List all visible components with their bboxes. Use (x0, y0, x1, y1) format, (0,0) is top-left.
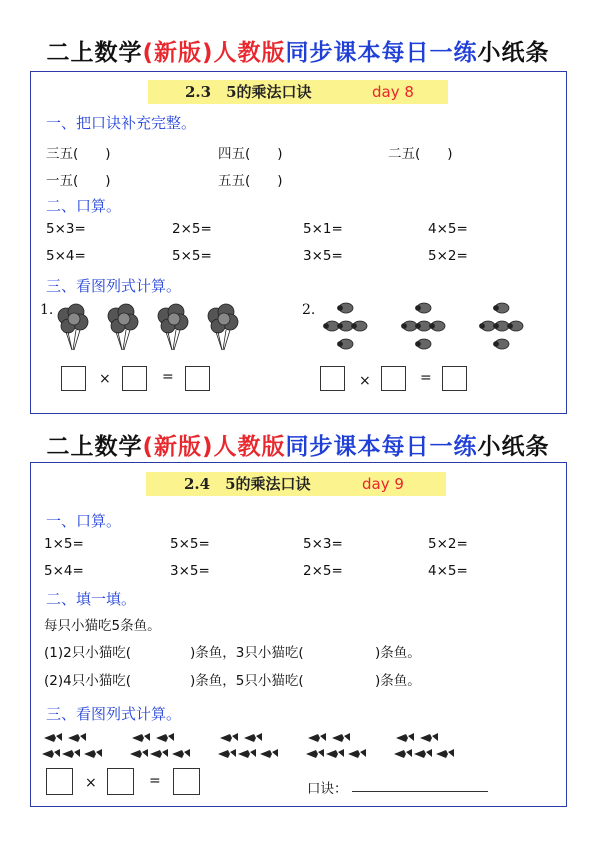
koujue-answer-line[interactable] (352, 791, 488, 792)
lesson-banner-day9: 2.4 5的乘法口诀 day 9 (146, 472, 446, 496)
answer-box[interactable] (320, 366, 345, 391)
answer-box[interactable] (122, 366, 147, 391)
balloons-illustration (54, 302, 254, 354)
fish-illustration (40, 728, 470, 764)
fill-item: 二五( ) (388, 146, 453, 162)
calc-item: 5×5= (170, 536, 210, 552)
calc-item: 5×4= (46, 248, 86, 264)
section-heading: 三、看图列式计算。 (46, 705, 182, 723)
page-title-1: 二上数学(新版)人教版同步课本每日一练小纸条 (46, 40, 550, 66)
fill-item: 三五( ) (46, 146, 111, 162)
answer-box[interactable] (381, 366, 406, 391)
answer-box[interactable] (442, 366, 467, 391)
fill-line-2-c: )条鱼。 (375, 673, 421, 689)
calc-item: 1×5= (44, 536, 84, 552)
section-heading: 二、填一填。 (46, 590, 137, 608)
bees-illustration (318, 298, 536, 358)
question-number: 2. (302, 302, 316, 318)
fill-line-2-a: (2)4只小猫吃( (44, 673, 131, 689)
section-heading: 一、把口诀补充完整。 (46, 114, 197, 132)
calc-item: 4×5= (428, 221, 468, 237)
calc-item: 3×5= (170, 563, 210, 579)
calc-item: 5×4= (44, 563, 84, 579)
calc-item: 5×5= (172, 248, 212, 264)
times-sign: × (359, 373, 371, 389)
fill-line-1-c: )条鱼。 (375, 645, 421, 661)
calc-item: 5×2= (428, 536, 468, 552)
calc-item: 2×5= (303, 563, 343, 579)
fill-item: 五五( ) (218, 173, 283, 189)
calc-item: 5×3= (46, 221, 86, 237)
calc-item: 5×3= (303, 536, 343, 552)
question-number: 1. (40, 302, 54, 318)
calc-item: 3×5= (303, 248, 343, 264)
answer-box[interactable] (46, 768, 73, 795)
problem-statement: 每只小猫吃5条鱼。 (44, 618, 161, 634)
equals-sign: = (420, 370, 432, 386)
section-heading: 三、看图列式计算。 (46, 277, 182, 295)
answer-box[interactable] (185, 366, 210, 391)
answer-box[interactable] (61, 366, 86, 391)
times-sign: × (85, 775, 97, 791)
calc-item: 2×5= (172, 221, 212, 237)
equals-sign: = (149, 773, 161, 789)
calc-item: 4×5= (428, 563, 468, 579)
koujue-label: 口诀： (307, 781, 348, 797)
calc-item: 5×1= (303, 221, 343, 237)
fill-item: 一五( ) (46, 173, 111, 189)
fill-item: 四五( ) (218, 146, 283, 162)
section-heading: 二、口算。 (46, 197, 122, 215)
answer-box[interactable] (173, 768, 200, 795)
section-heading: 一、口算。 (46, 512, 122, 530)
calc-item: 5×2= (428, 248, 468, 264)
times-sign: × (99, 371, 111, 387)
fill-line-1-a: (1)2只小猫吃( (44, 645, 131, 661)
page-title-2: 二上数学(新版)人教版同步课本每日一练小纸条 (46, 434, 550, 460)
fill-line-1-b: )条鱼，3只小猫吃( (190, 645, 304, 661)
equals-sign: = (162, 369, 174, 385)
fill-line-2-b: )条鱼，5只小猫吃( (190, 673, 304, 689)
lesson-banner-day8: 2.3 5的乘法口诀 day 8 (148, 80, 448, 104)
answer-box[interactable] (107, 768, 134, 795)
